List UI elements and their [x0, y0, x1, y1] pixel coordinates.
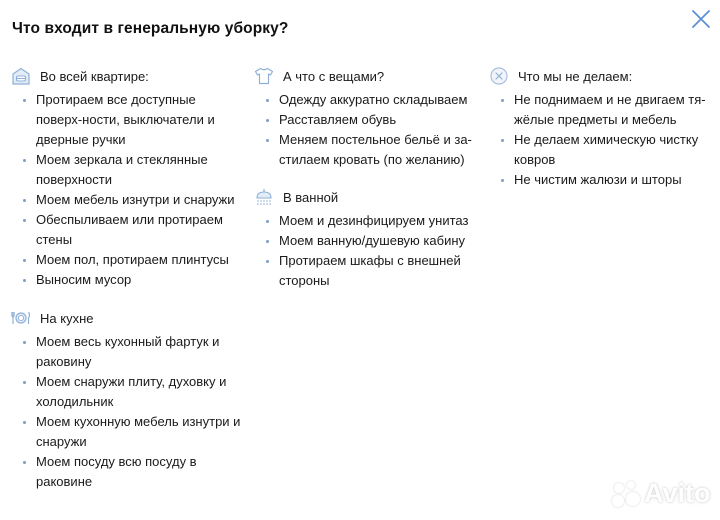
close-icon [690, 8, 712, 30]
list-item: Протираем все доступные поверх-ности, выключатели и дверные ручки [10, 90, 245, 150]
list-item: Меняем постельное бельё и за-стилаем кровать (по желанию) [253, 130, 478, 170]
list-item: Моем и дезинфицируем унитаз [253, 211, 478, 231]
section-kitchen [10, 306, 245, 492]
section-title: Во всей квартире: [40, 68, 149, 84]
list-item: Моем кухонную мебель изнутри и снаружи [10, 412, 245, 452]
list-item: Не делаем химическую чистку ковров [488, 130, 713, 170]
list-item: Протираем шкафы с внешней стороны [253, 251, 478, 291]
list-item: Моем ванную/душевую кабину [253, 231, 478, 251]
section-clothes [253, 64, 478, 170]
list-item: Моем мебель изнутри и снаружи [10, 190, 245, 210]
section-apartment [10, 64, 245, 290]
tshirt-icon [253, 66, 275, 86]
list-item: Не поднимаем и не двигаем тя-жёлые предметы и мебель [488, 90, 713, 130]
sofa-icon [10, 66, 32, 86]
page-title: Что входит в генеральную уборку? [12, 20, 289, 37]
cross-circle-icon [488, 66, 510, 86]
section-title: В ванной [283, 189, 339, 205]
list-item: Обеспыливаем или протираем стены [10, 210, 245, 250]
list-item: Моем снаружи плиту, духовку и холодильник [10, 372, 245, 412]
list-item: Моем посуду всю посуду в раковине [10, 452, 245, 492]
avito-watermark [612, 478, 711, 509]
close-button[interactable] [690, 8, 712, 30]
list-item: Моем пол, протираем плинтусы [10, 250, 245, 270]
section-not-done [488, 64, 713, 190]
section-title: А что с вещами? [283, 68, 385, 84]
section-title: Что мы не делаем: [518, 68, 633, 84]
list-item: Одежду аккуратно складываем [253, 90, 478, 110]
watermark-text: Avito [644, 478, 711, 508]
shower-icon [253, 187, 275, 207]
cutlery-plate-icon [10, 308, 32, 328]
list-item: Расставляем обувь [253, 110, 478, 130]
list-item: Моем зеркала и стеклянные поверхности [10, 150, 245, 190]
list-item: Выносим мусор [10, 270, 245, 290]
section-bathroom [253, 185, 478, 291]
section-title: На кухне [40, 310, 94, 326]
avito-logo-icon [612, 481, 642, 507]
list-item: Не чистим жалюзи и шторы [488, 170, 713, 190]
list-item: Моем весь кухонный фартук и раковину [10, 332, 245, 372]
